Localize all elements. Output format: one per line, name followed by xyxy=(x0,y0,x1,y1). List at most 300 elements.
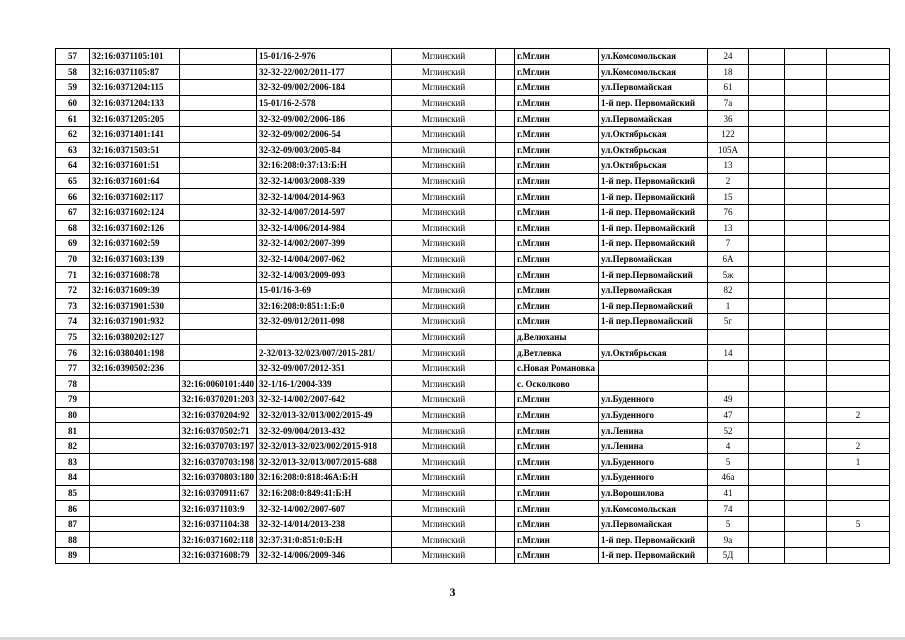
extra-2-cell xyxy=(785,251,827,267)
table-row xyxy=(56,173,890,189)
table-row xyxy=(56,158,890,174)
registration-number-cell: 32-32-14/003/2009-093 xyxy=(257,267,392,283)
house-number-cell: 61 xyxy=(708,80,749,96)
extra-2-cell xyxy=(785,173,827,189)
extra-2-cell xyxy=(785,516,827,532)
blank-cell-cell xyxy=(496,548,515,564)
settlement-cell: г.Мглин xyxy=(515,423,599,439)
row-number-cell: 59 xyxy=(56,80,90,96)
extra-1-cell xyxy=(749,314,785,330)
settlement-cell: г.Мглин xyxy=(515,111,599,127)
cadastral-number-2-cell xyxy=(180,189,257,205)
cadastral-number-1-cell: 32:16:0371401:141 xyxy=(90,126,180,142)
extra-2-cell xyxy=(785,80,827,96)
table-row xyxy=(56,251,890,267)
street-cell: ул.Комсомольская xyxy=(599,64,708,80)
blank-cell-cell xyxy=(496,251,515,267)
registration-number-cell: 32-32/013-32/013/007/2015-688 xyxy=(257,454,392,470)
extra-2-cell xyxy=(785,423,827,439)
table-row xyxy=(56,501,890,517)
table-row xyxy=(56,392,890,408)
district-cell: Мглинский xyxy=(392,532,496,548)
house-number-cell: 2 xyxy=(708,173,749,189)
blank-cell-cell xyxy=(496,158,515,174)
cadastral-number-1-cell xyxy=(90,501,180,517)
settlement-cell: г.Мглин xyxy=(515,142,599,158)
settlement-cell: г.Мглин xyxy=(515,298,599,314)
extra-2-cell xyxy=(785,142,827,158)
registration-number-cell: 32-1/16-1/2004-339 xyxy=(257,376,392,392)
street-cell: 1-й пер. Первомайский xyxy=(599,548,708,564)
table-row xyxy=(56,516,890,532)
district-cell: Мглинский xyxy=(392,204,496,220)
district-cell: Мглинский xyxy=(392,111,496,127)
extra-1-cell xyxy=(749,220,785,236)
house-number-cell: 122 xyxy=(708,126,749,142)
street-cell: 1-й пер. Первомайский xyxy=(599,220,708,236)
table-row xyxy=(56,282,890,298)
cadastral-number-1-cell: 32:16:0371204:115 xyxy=(90,80,180,96)
house-number-cell: 14 xyxy=(708,345,749,361)
settlement-cell: г.Мглин xyxy=(515,236,599,252)
blank-cell-cell xyxy=(496,501,515,517)
registration-number-cell: 32-32-14/006/2009-346 xyxy=(257,548,392,564)
district-cell: Мглинский xyxy=(392,142,496,158)
table-row xyxy=(56,189,890,205)
district-cell: Мглинский xyxy=(392,438,496,454)
cadastral-number-2-cell xyxy=(180,345,257,361)
row-number-cell: 79 xyxy=(56,392,90,408)
cadastral-number-1-cell: 32:16:0371901:530 xyxy=(90,298,180,314)
house-number-cell: 49 xyxy=(708,392,749,408)
cadastral-number-1-cell: 32:16:0371601:51 xyxy=(90,158,180,174)
district-cell: Мглинский xyxy=(392,64,496,80)
house-number-cell: 4 xyxy=(708,438,749,454)
street-cell: ул.Первомайская xyxy=(599,251,708,267)
extra-1-cell xyxy=(749,360,785,376)
settlement-cell: г.Мглин xyxy=(515,173,599,189)
district-cell: Мглинский xyxy=(392,282,496,298)
registration-number-cell: 32-32-14/003/2008-339 xyxy=(257,173,392,189)
district-cell: Мглинский xyxy=(392,548,496,564)
row-number-cell: 84 xyxy=(56,470,90,486)
blank-cell-cell xyxy=(496,267,515,283)
blank-cell-cell xyxy=(496,438,515,454)
cadastral-number-2-cell: 32:16:0371104:38 xyxy=(180,516,257,532)
extra-3-cell xyxy=(827,158,890,174)
extra-2-cell xyxy=(785,111,827,127)
row-number-cell: 87 xyxy=(56,516,90,532)
cadastral-number-1-cell xyxy=(90,392,180,408)
registration-number-cell: 32:16:208:0:818:46А:Б:Н xyxy=(257,470,392,486)
cadastral-number-2-cell: 32:16:0371608:79 xyxy=(180,548,257,564)
registration-number-cell: 32-32-09/002/2006-186 xyxy=(257,111,392,127)
house-number-cell: 41 xyxy=(708,485,749,501)
table-row xyxy=(56,485,890,501)
extra-3-cell xyxy=(827,251,890,267)
cadastral-number-2-cell xyxy=(180,298,257,314)
street-cell: ул.Ленина xyxy=(599,438,708,454)
house-number-cell: 74 xyxy=(708,501,749,517)
cadastral-number-2-cell xyxy=(180,314,257,330)
row-number-cell: 80 xyxy=(56,407,90,423)
cadastral-number-1-cell: 32:16:0371503:51 xyxy=(90,142,180,158)
extra-2-cell xyxy=(785,126,827,142)
table-row xyxy=(56,267,890,283)
extra-3-cell xyxy=(827,423,890,439)
settlement-cell: д.Ветлевка xyxy=(515,345,599,361)
cadastral-number-1-cell: 32:16:0371601:64 xyxy=(90,173,180,189)
street-cell xyxy=(599,360,708,376)
settlement-cell: г.Мглин xyxy=(515,485,599,501)
house-number-cell: 82 xyxy=(708,282,749,298)
blank-cell-cell xyxy=(496,329,515,345)
row-number-cell: 68 xyxy=(56,220,90,236)
registration-number-cell: 15-01/16-2-976 xyxy=(257,49,392,65)
cadastral-number-2-cell: 32:16:0371602:118 xyxy=(180,532,257,548)
street-cell: ул.Октябрьская xyxy=(599,142,708,158)
house-number-cell xyxy=(708,360,749,376)
extra-1-cell xyxy=(749,267,785,283)
extra-1-cell xyxy=(749,80,785,96)
house-number-cell: 47 xyxy=(708,407,749,423)
settlement-cell: с.Новая Романовка xyxy=(515,360,599,376)
extra-2-cell xyxy=(785,236,827,252)
house-number-cell: 7а xyxy=(708,95,749,111)
extra-3-cell xyxy=(827,360,890,376)
house-number-cell: 5ж xyxy=(708,267,749,283)
district-cell: Мглинский xyxy=(392,376,496,392)
extra-1-cell xyxy=(749,548,785,564)
blank-cell-cell xyxy=(496,173,515,189)
table-row xyxy=(56,298,890,314)
extra-3-cell xyxy=(827,64,890,80)
cadastral-number-1-cell: 32:16:0371608:78 xyxy=(90,267,180,283)
row-number-cell: 61 xyxy=(56,111,90,127)
row-number-cell: 83 xyxy=(56,454,90,470)
cadastral-number-2-cell xyxy=(180,282,257,298)
cadastral-number-1-cell: 32:16:0390502:236 xyxy=(90,360,180,376)
row-number-cell: 69 xyxy=(56,236,90,252)
settlement-cell: г.Мглин xyxy=(515,454,599,470)
district-cell: Мглинский xyxy=(392,423,496,439)
extra-1-cell xyxy=(749,423,785,439)
extra-2-cell xyxy=(785,407,827,423)
district-cell: Мглинский xyxy=(392,345,496,361)
settlement-cell: г.Мглин xyxy=(515,501,599,517)
street-cell: ул.Буденного xyxy=(599,392,708,408)
settlement-cell: г.Мглин xyxy=(515,548,599,564)
settlement-cell: г.Мглин xyxy=(515,532,599,548)
extra-1-cell xyxy=(749,158,785,174)
blank-cell-cell xyxy=(496,376,515,392)
cadastral-number-1-cell: 32:16:0380401:198 xyxy=(90,345,180,361)
registration-number-cell: 32-32-09/003/2005-84 xyxy=(257,142,392,158)
table-row xyxy=(56,204,890,220)
extra-2-cell xyxy=(785,548,827,564)
blank-cell-cell xyxy=(496,298,515,314)
extra-2-cell xyxy=(785,438,827,454)
extra-2-cell xyxy=(785,64,827,80)
cadastral-number-2-cell xyxy=(180,251,257,267)
street-cell: 1-й пер.Первомайский xyxy=(599,314,708,330)
row-number-cell: 62 xyxy=(56,126,90,142)
table-row xyxy=(56,407,890,423)
registration-number-cell: 2-32/013-32/023/007/2015-281/ xyxy=(257,345,392,361)
cadastral-number-2-cell: 32:16:0060101:440 xyxy=(180,376,257,392)
street-cell xyxy=(599,376,708,392)
district-cell: Мглинский xyxy=(392,516,496,532)
district-cell: Мглинский xyxy=(392,329,496,345)
blank-cell-cell xyxy=(496,532,515,548)
registration-number-cell: 15-01/16-3-69 xyxy=(257,282,392,298)
street-cell: 1-й пер.Первомайский xyxy=(599,298,708,314)
street-cell: ул.Октябрьская xyxy=(599,345,708,361)
cadastral-number-2-cell xyxy=(180,236,257,252)
district-cell: Мглинский xyxy=(392,158,496,174)
registration-number-cell: 32-32-09/007/2012-351 xyxy=(257,360,392,376)
street-cell: ул.Первомайская xyxy=(599,111,708,127)
row-number-cell: 78 xyxy=(56,376,90,392)
row-number-cell: 74 xyxy=(56,314,90,330)
cadastral-number-1-cell xyxy=(90,376,180,392)
district-cell: Мглинский xyxy=(392,189,496,205)
table-row xyxy=(56,376,890,392)
settlement-cell: г.Мглин xyxy=(515,49,599,65)
extra-2-cell xyxy=(785,532,827,548)
cadastral-number-2-cell: 32:16:0370204:92 xyxy=(180,407,257,423)
registration-number-cell: 32-32/013-32/013/002/2015-49 xyxy=(257,407,392,423)
settlement-cell: г.Мглин xyxy=(515,80,599,96)
street-cell: ул.Ворошилова xyxy=(599,485,708,501)
extra-2-cell xyxy=(785,392,827,408)
district-cell: Мглинский xyxy=(392,392,496,408)
extra-1-cell xyxy=(749,454,785,470)
extra-1-cell xyxy=(749,204,785,220)
table-row xyxy=(56,470,890,486)
table-body xyxy=(56,49,890,564)
registration-number-cell: 32:16:208:0:37:13:Б:Н xyxy=(257,158,392,174)
settlement-cell: г.Мглин xyxy=(515,470,599,486)
street-cell: 1-й пер. Первомайский xyxy=(599,204,708,220)
cadastral-number-1-cell: 32:16:0371602:117 xyxy=(90,189,180,205)
cadastral-number-2-cell xyxy=(180,111,257,127)
extra-3-cell xyxy=(827,532,890,548)
extra-3-cell xyxy=(827,236,890,252)
cadastral-number-1-cell: 32:16:0371204:133 xyxy=(90,95,180,111)
extra-2-cell xyxy=(785,267,827,283)
cadastral-number-1-cell xyxy=(90,516,180,532)
extra-3-cell xyxy=(827,470,890,486)
settlement-cell: г.Мглин xyxy=(515,282,599,298)
table-row xyxy=(56,236,890,252)
cadastral-number-1-cell: 32:16:0371603:139 xyxy=(90,251,180,267)
cadastral-number-2-cell: 32:16:0371103:9 xyxy=(180,501,257,517)
row-number-cell: 57 xyxy=(56,49,90,65)
cadastral-number-1-cell xyxy=(90,423,180,439)
row-number-cell: 76 xyxy=(56,345,90,361)
cadastral-number-2-cell: 32:16:0370911:67 xyxy=(180,485,257,501)
row-number-cell: 85 xyxy=(56,485,90,501)
street-cell: ул.Буденного xyxy=(599,470,708,486)
house-number-cell: 24 xyxy=(708,49,749,65)
extra-3-cell xyxy=(827,173,890,189)
row-number-cell: 81 xyxy=(56,423,90,439)
settlement-cell: д.Велюханы xyxy=(515,329,599,345)
extra-3-cell xyxy=(827,548,890,564)
extra-3-cell xyxy=(827,298,890,314)
settlement-cell: г.Мглин xyxy=(515,251,599,267)
settlement-cell: г.Мглин xyxy=(515,126,599,142)
street-cell xyxy=(599,329,708,345)
row-number-cell: 64 xyxy=(56,158,90,174)
settlement-cell: г.Мглин xyxy=(515,516,599,532)
district-cell: Мглинский xyxy=(392,95,496,111)
street-cell: 1-й пер. Первомайский xyxy=(599,236,708,252)
table-row xyxy=(56,111,890,127)
registration-number-cell: 32-32-14/002/2007-642 xyxy=(257,392,392,408)
cadastral-number-1-cell xyxy=(90,532,180,548)
registration-number-cell: 32:16:208:0:849:41:Б:Н xyxy=(257,485,392,501)
street-cell: 1-й пер. Первомайский xyxy=(599,173,708,189)
house-number-cell: 6А xyxy=(708,251,749,267)
table-row xyxy=(56,423,890,439)
settlement-cell: г.Мглин xyxy=(515,204,599,220)
cadastral-number-1-cell: 32:16:0371609:39 xyxy=(90,282,180,298)
extra-3-cell xyxy=(827,485,890,501)
settlement-cell: г.Мглин xyxy=(515,392,599,408)
extra-1-cell xyxy=(749,298,785,314)
district-cell: Мглинский xyxy=(392,236,496,252)
extra-2-cell xyxy=(785,360,827,376)
registration-number-cell: 32-32/013-32/023/002/2015-918 xyxy=(257,438,392,454)
house-number-cell: 36 xyxy=(708,111,749,127)
house-number-cell: 105А xyxy=(708,142,749,158)
extra-2-cell xyxy=(785,329,827,345)
cadastral-number-2-cell xyxy=(180,360,257,376)
blank-cell-cell xyxy=(496,80,515,96)
row-number-cell: 66 xyxy=(56,189,90,205)
registration-number-cell: 32-32-09/002/2006-54 xyxy=(257,126,392,142)
extra-3-cell xyxy=(827,111,890,127)
cadastral-number-2-cell: 32:16:0370703:197 xyxy=(180,438,257,454)
registration-number-cell: 32-32-22/002/2011-177 xyxy=(257,64,392,80)
extra-3-cell xyxy=(827,142,890,158)
settlement-cell: г.Мглин xyxy=(515,314,599,330)
house-number-cell: 5 xyxy=(708,454,749,470)
street-cell: 1-й пер. Первомайский xyxy=(599,95,708,111)
extra-3-cell xyxy=(827,189,890,205)
table-row xyxy=(56,64,890,80)
extra-1-cell xyxy=(749,407,785,423)
extra-1-cell xyxy=(749,329,785,345)
extra-3-cell xyxy=(827,95,890,111)
row-number-cell: 89 xyxy=(56,548,90,564)
registration-number-cell: 32:37:31:0:851:0:Б:Н xyxy=(257,532,392,548)
cadastral-number-1-cell: 32:16:0371602:126 xyxy=(90,220,180,236)
street-cell: ул.Буденного xyxy=(599,454,708,470)
house-number-cell: 13 xyxy=(708,220,749,236)
house-number-cell xyxy=(708,329,749,345)
district-cell: Мглинский xyxy=(392,80,496,96)
extra-2-cell xyxy=(785,49,827,65)
registration-number-cell: 32-32-09/012/2011-098 xyxy=(257,314,392,330)
street-cell: 1-й пер. Первомайский xyxy=(599,189,708,205)
registration-number-cell: 32-32-09/004/2013-432 xyxy=(257,423,392,439)
blank-cell-cell xyxy=(496,407,515,423)
table-row xyxy=(56,95,890,111)
house-number-cell: 9а xyxy=(708,532,749,548)
registration-number-cell: 32-32-14/006/2014-984 xyxy=(257,220,392,236)
cadastral-number-1-cell: 32:16:0371105:101 xyxy=(90,49,180,65)
district-cell: Мглинский xyxy=(392,49,496,65)
extra-2-cell xyxy=(785,189,827,205)
row-number-cell: 70 xyxy=(56,251,90,267)
registration-number-cell xyxy=(257,329,392,345)
registration-number-cell: 32-32-14/002/2007-607 xyxy=(257,501,392,517)
blank-cell-cell xyxy=(496,64,515,80)
settlement-cell: г.Мглин xyxy=(515,95,599,111)
extra-3-cell xyxy=(827,345,890,361)
street-cell: 1-й пер.Первомайский xyxy=(599,267,708,283)
table-row xyxy=(56,220,890,236)
street-cell: ул.Октябрьская xyxy=(599,126,708,142)
blank-cell-cell xyxy=(496,236,515,252)
house-number-cell: 5Д xyxy=(708,548,749,564)
district-cell: Мглинский xyxy=(392,173,496,189)
table-row xyxy=(56,329,890,345)
blank-cell-cell xyxy=(496,392,515,408)
street-cell: ул.Первомайская xyxy=(599,80,708,96)
blank-cell-cell xyxy=(496,220,515,236)
settlement-cell: г.Мглин xyxy=(515,64,599,80)
blank-cell-cell xyxy=(496,126,515,142)
house-number-cell: 76 xyxy=(708,204,749,220)
registration-number-cell: 32-32-09/002/2006-184 xyxy=(257,80,392,96)
extra-3-cell xyxy=(827,220,890,236)
blank-cell-cell xyxy=(496,282,515,298)
blank-cell-cell xyxy=(496,360,515,376)
extra-3-cell xyxy=(827,80,890,96)
district-cell: Мглинский xyxy=(392,314,496,330)
cadastral-number-1-cell xyxy=(90,548,180,564)
house-number-cell: 1 xyxy=(708,298,749,314)
street-cell: ул.Первомайская xyxy=(599,282,708,298)
settlement-cell: г.Мглин xyxy=(515,438,599,454)
settlement-cell: с. Осколково xyxy=(515,376,599,392)
extra-1-cell xyxy=(749,345,785,361)
cadastral-number-2-cell: 32:16:0370803:180 xyxy=(180,470,257,486)
extra-2-cell xyxy=(785,95,827,111)
extra-1-cell xyxy=(749,236,785,252)
registration-number-cell: 15-01/16-2-578 xyxy=(257,95,392,111)
table-row xyxy=(56,345,890,361)
cadastral-number-2-cell xyxy=(180,204,257,220)
street-cell: ул.Буденного xyxy=(599,407,708,423)
cadastral-number-1-cell: 32:16:0371205:205 xyxy=(90,111,180,127)
cadastral-number-1-cell: 32:16:0371105:87 xyxy=(90,64,180,80)
row-number-cell: 75 xyxy=(56,329,90,345)
cadastral-number-2-cell xyxy=(180,49,257,65)
extra-1-cell xyxy=(749,49,785,65)
row-number-cell: 65 xyxy=(56,173,90,189)
settlement-cell: г.Мглин xyxy=(515,267,599,283)
blank-cell-cell xyxy=(496,345,515,361)
cadastral-number-1-cell xyxy=(90,454,180,470)
registration-number-cell: 32-32-14/004/2014-963 xyxy=(257,189,392,205)
district-cell: Мглинский xyxy=(392,220,496,236)
blank-cell-cell xyxy=(496,204,515,220)
